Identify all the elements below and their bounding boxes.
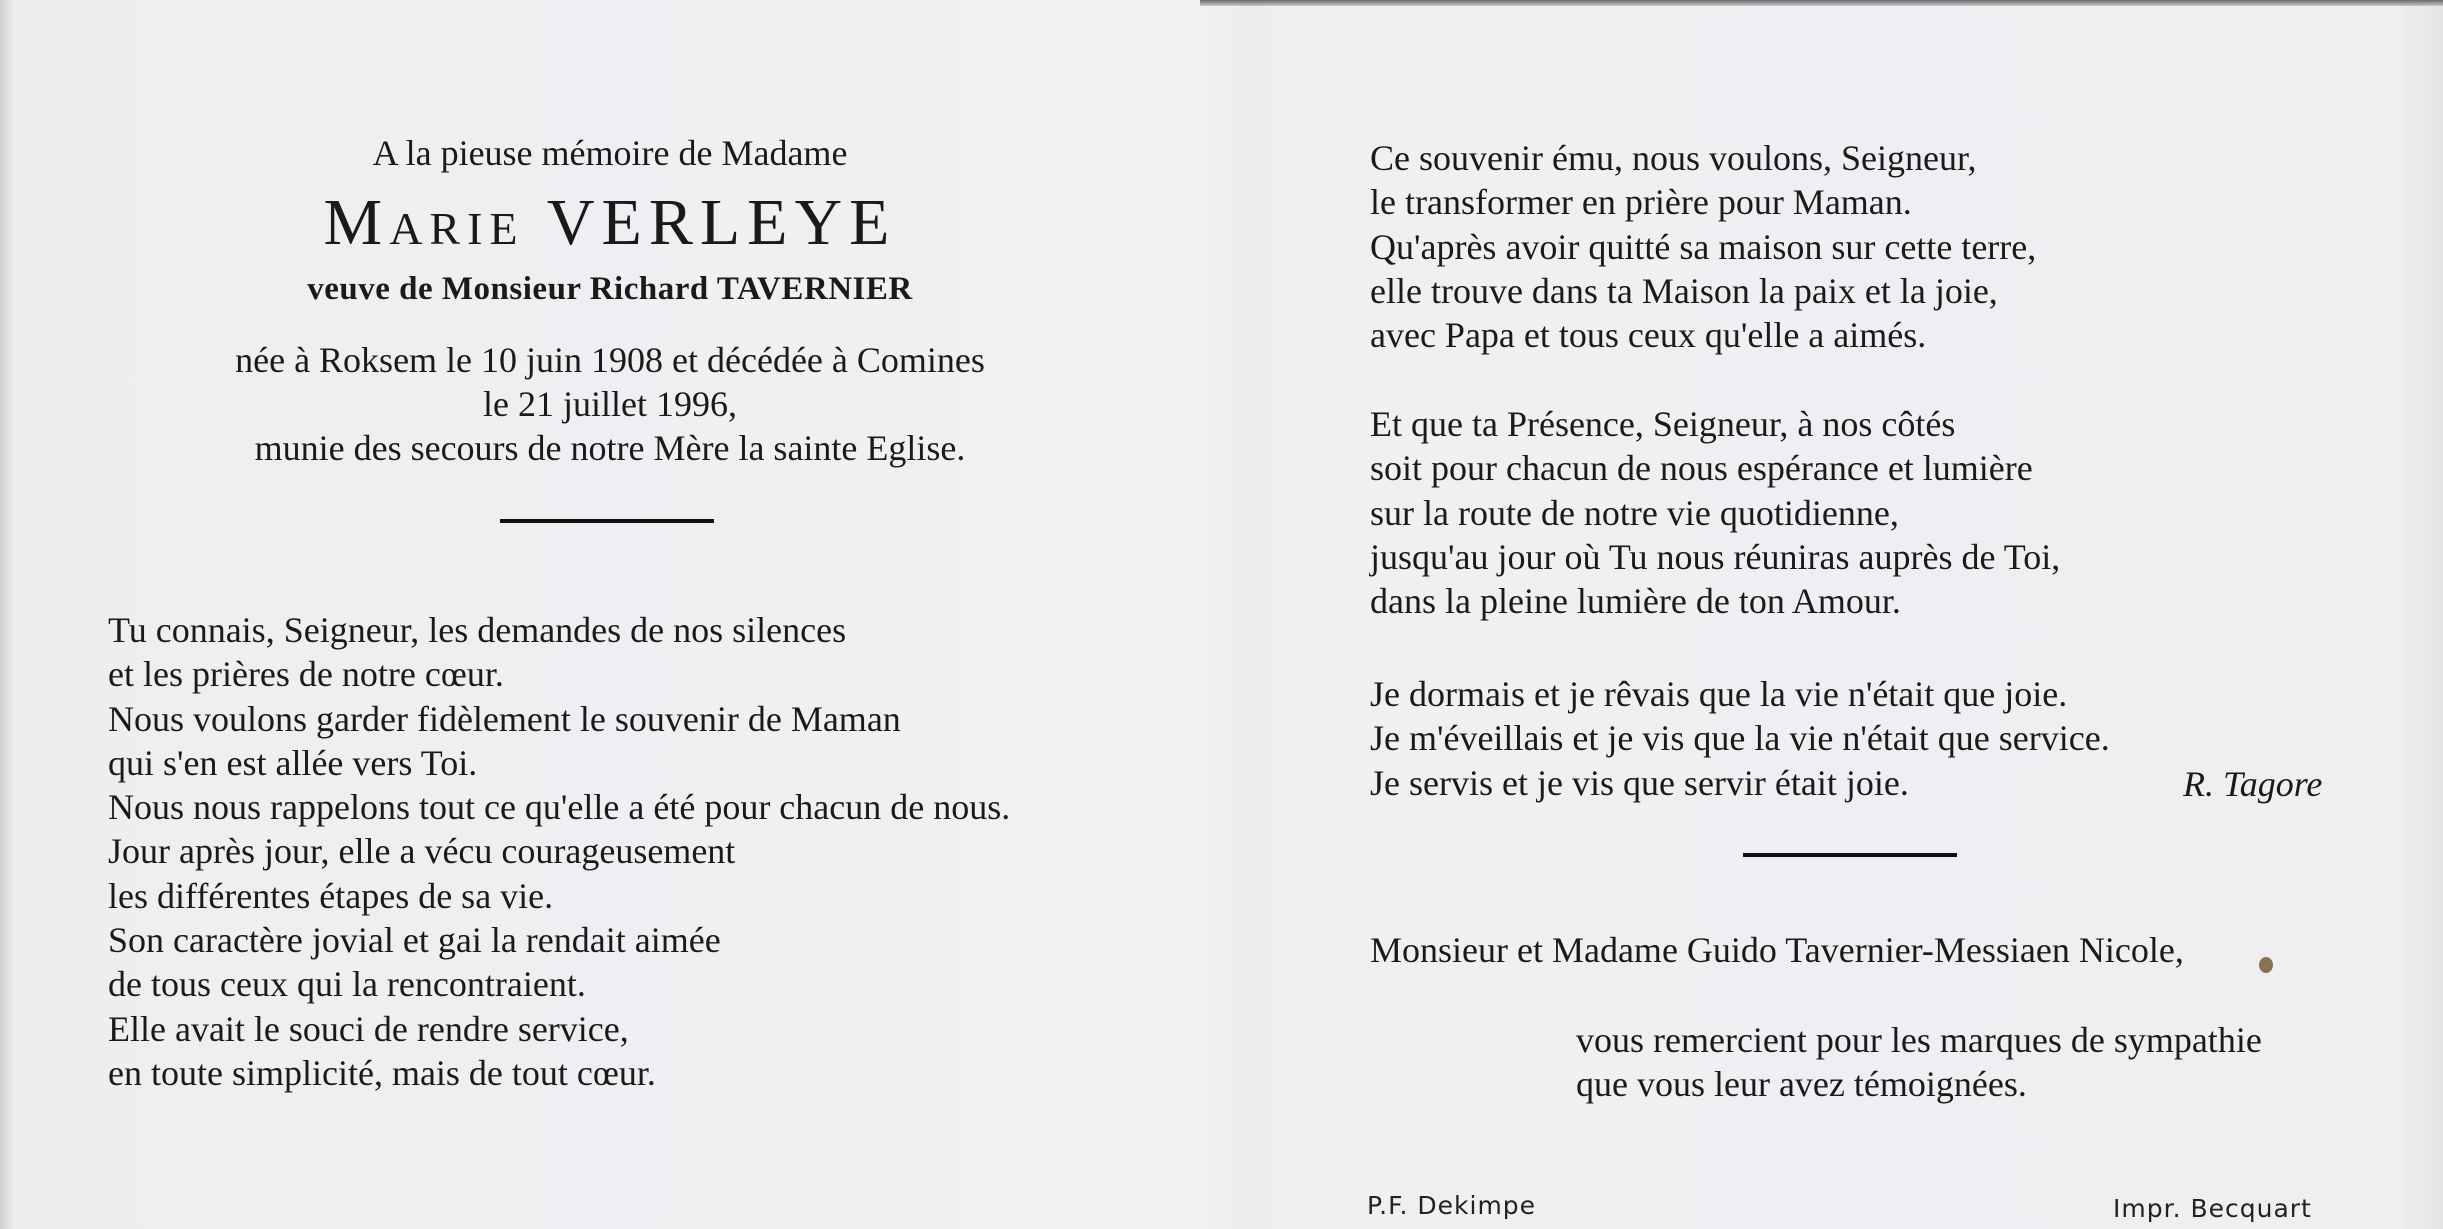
verse-line: Et que ta Présence, Seigneur, à nos côtés <box>1370 404 1956 444</box>
quote-line: Je dormais et je rêvais que la vie n'était que joie. <box>1370 674 2068 714</box>
prayer-line: Elle avait le souci de rendre service, <box>108 1008 629 1049</box>
prayer-line: de tous ceux qui la rencontraient. <box>108 964 586 1005</box>
verse-line: sur la route de notre vie quotidienne, <box>1370 492 1899 533</box>
first-name: Marie <box>323 186 525 259</box>
prayer-line: Nous nous rappelons tout ce qu'elle a été pour chacun de nous. <box>108 787 1011 828</box>
stanza-2 <box>1370 402 2060 623</box>
paper-spot <box>2259 957 2273 973</box>
prayer-line: les différentes étapes de sa vie. <box>108 875 554 916</box>
divider <box>1743 853 1957 857</box>
prayer-line: Nous voulons garder fidèlement le souvenir de Maman <box>108 698 901 739</box>
thanks-line: vous remercient pour les marques de sympathie <box>1576 1020 2262 1060</box>
prayer-line: qui s'en est allée vers Toi. <box>108 742 478 783</box>
sacrament-line: munie des secours de notre Mère la sainte Eglise. <box>254 428 966 468</box>
verse-line: Ce souvenir ému, nous voulons, Seigneur, <box>1370 138 1977 178</box>
deceased-name <box>150 183 1070 263</box>
last-name: VERLEYE <box>546 186 897 259</box>
thanks-line: que vous leur avez témoignées. <box>1576 1064 2027 1105</box>
verse-line: avec Papa et tous ceux qu'elle a aimés. <box>1370 315 1927 356</box>
birth-line: née à Roksem le 10 juin 1908 et décédée à Comines <box>235 340 985 380</box>
paper-edge <box>1200 0 2443 6</box>
quote-line: Je servis et je vis que servir était joie. <box>1370 762 1909 803</box>
prayer-line: en toute simplicité, mais de tout cœur. <box>108 1052 656 1093</box>
thanks-message <box>1576 1018 2262 1107</box>
quote-line: Je m'éveillais et je vis que la vie n'était que service. <box>1370 718 2110 759</box>
widow-line: veuve de Monsieur Richard TAVERNIER <box>307 271 913 307</box>
divider <box>500 519 714 523</box>
verse-line: Qu'après avoir quitté sa maison sur cette terre, <box>1370 226 2037 267</box>
death-date: le 21 juillet 1996, <box>483 384 737 424</box>
prayer-line: Tu connais, Seigneur, les demandes de nos silences <box>108 610 847 650</box>
printer: Impr. Becquart <box>2113 1194 2312 1223</box>
prayer-line: Son caractère jovial et gai la rendait aimée <box>108 920 721 961</box>
thanks-from: Monsieur et Madame Guido Tavernier-Messiaen Nicole, <box>1370 930 2184 970</box>
tagore-quote <box>1370 672 2110 805</box>
left-prayer <box>108 608 1010 1095</box>
memory-line: A la pieuse mémoire de Madame <box>372 133 848 173</box>
quote-author: R. Tagore <box>2183 764 2323 804</box>
verse-line: jusqu'au jour où Tu nous réuniras auprès de Toi, <box>1370 536 2061 577</box>
stanza-1 <box>1370 136 2036 357</box>
prayer-line: Jour après jour, elle a vécu courageusement <box>108 831 736 872</box>
verse-line: le transformer en prière pour Maman. <box>1370 182 1912 223</box>
verse-line: dans la pleine lumière de ton Amour. <box>1370 581 1901 622</box>
verse-line: soit pour chacun de nous espérance et lumière <box>1370 448 2033 489</box>
verse-line: elle trouve dans ta Maison la paix et la joie, <box>1370 270 1998 311</box>
funeral-director: P.F. Dekimpe <box>1367 1191 1537 1220</box>
prayer-line: et les prières de notre cœur. <box>108 654 504 695</box>
